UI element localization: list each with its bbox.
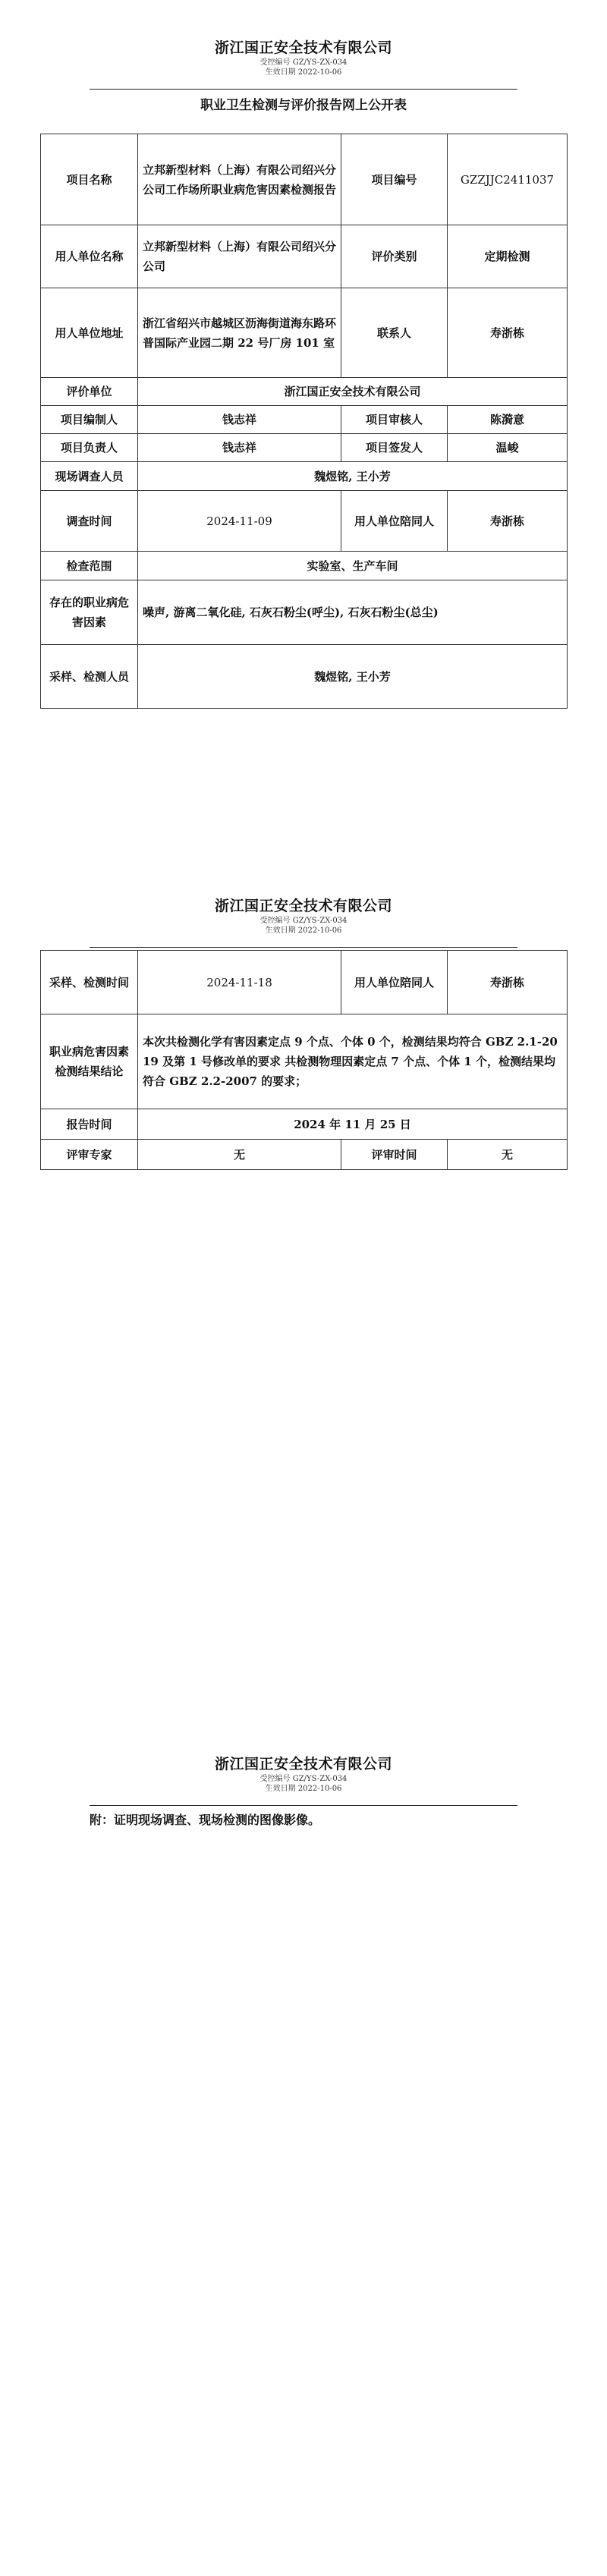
effective-date: 生效日期 2022-10-06 [265, 926, 342, 935]
leader-label: 项目负责人 [41, 434, 138, 462]
table-row [41, 951, 568, 1014]
contact-value: 寿浙栋 [448, 288, 568, 378]
control-number: 受控编号 GZ/YS-ZX-034 [259, 58, 348, 67]
eval-category-label: 评价类别 [341, 225, 448, 288]
table-row [41, 462, 568, 491]
experts-value: 无 [138, 1140, 341, 1170]
signer-label: 项目签发人 [341, 434, 448, 462]
control-number: 受控编号 GZ/YS-ZX-034 [259, 1775, 348, 1783]
table-row [41, 1014, 568, 1109]
table-row [41, 134, 568, 225]
page-header [0, 898, 607, 936]
table-row [41, 288, 568, 378]
header-rule [90, 1805, 517, 1806]
control-number: 受控编号 GZ/YS-ZX-034 [259, 917, 348, 925]
report-time-value: 2024 年 11 月 25 日 [138, 1109, 568, 1140]
samplers-value: 魏煜铭, 王小芳 [138, 645, 568, 709]
accompany-value: 寿浙栋 [448, 491, 568, 552]
project-name-label: 项目名称 [41, 134, 138, 225]
employer-address-label: 用人单位地址 [41, 288, 138, 378]
employer-name-label: 用人单位名称 [41, 225, 138, 288]
page-header [0, 39, 607, 77]
contact-label: 联系人 [341, 288, 448, 378]
page-3 [0, 1716, 607, 2574]
survey-time-label: 调查时间 [41, 491, 138, 552]
report-time-label: 报告时间 [41, 1109, 138, 1140]
table-row [41, 378, 568, 406]
page-header [0, 1756, 607, 1794]
compiler-value: 钱志祥 [138, 406, 341, 434]
table-row [41, 580, 568, 645]
hazards-label: 存在的职业病危害因素 [41, 580, 138, 645]
reviewer-label: 项目审核人 [341, 406, 448, 434]
review-time-value: 无 [448, 1140, 568, 1170]
project-no-label: 项目编号 [341, 134, 448, 225]
project-no-value: GZZJJC2411037 [448, 134, 568, 225]
employer-address-value: 浙江省绍兴市越城区沥海街道海东路环普国际产业园二期 22 号厂房 101 室 [138, 288, 341, 378]
hazards-value: 噪声, 游离二氧化硅, 石灰石粉尘(呼尘), 石灰石粉尘(总尘) [138, 580, 568, 645]
sampling-time-value: 2024-11-18 [138, 951, 341, 1014]
table-row [41, 645, 568, 709]
review-time-label: 评审时间 [341, 1140, 448, 1170]
company-name: 浙江国正安全技术有限公司 [214, 898, 392, 914]
report-title: 职业卫生检测与评价报告网上公开表 [200, 98, 407, 113]
disclosure-table-part2 [40, 950, 568, 1170]
attachment-note: 附：证明现场调查、现场检测的图像影像。 [90, 1813, 321, 1827]
table-row [41, 491, 568, 552]
table-row [41, 1140, 568, 1170]
compiler-label: 项目编制人 [41, 406, 138, 434]
effective-date: 生效日期 2022-10-06 [265, 68, 342, 77]
employer-name-value: 立邦新型材料（上海）有限公司绍兴分公司 [138, 225, 341, 288]
conclusion-label: 职业病危害因素检测结果结论 [41, 1014, 138, 1109]
eval-unit-label: 评价单位 [41, 378, 138, 406]
accompany-label: 用人单位陪同人 [341, 491, 448, 552]
company-name: 浙江国正安全技术有限公司 [214, 39, 392, 56]
conclusion-value: 本次共检测化学有害因素定点 9 个点、个体 0 个，检测结果均符合 GBZ 2.1-2019 及第 1 号修改单的要求 共检测物理因素定点 7 个点、个体 1 个，检测结果均符合 GBZ 2.2-2007 的要求； [138, 1014, 568, 1109]
survey-time-value: 2024-11-09 [138, 491, 341, 552]
disclosure-table-part1 [40, 134, 568, 709]
header-rule [90, 89, 517, 90]
table-row [41, 1109, 568, 1140]
company-name: 浙江国正安全技术有限公司 [214, 1756, 392, 1772]
table-row [41, 225, 568, 288]
header-rule [90, 947, 517, 948]
eval-unit-value: 浙江国正安全技术有限公司 [138, 378, 568, 406]
site-investigators-value: 魏煜铭, 王小芳 [138, 462, 568, 491]
accompany-value: 寿浙栋 [448, 951, 568, 1014]
leader-value: 钱志祥 [138, 434, 341, 462]
page-1 [0, 0, 607, 858]
eval-category-value: 定期检测 [448, 225, 568, 288]
scope-value: 实验室、生产车间 [138, 552, 568, 580]
signer-value: 温峻 [448, 434, 568, 462]
site-investigators-label: 现场调查人员 [41, 462, 138, 491]
samplers-label: 采样、检测人员 [41, 645, 138, 709]
reviewer-value: 陈漪意 [448, 406, 568, 434]
project-name-value: 立邦新型材料（上海）有限公司绍兴分公司工作场所职业病危害因素检测报告 [138, 134, 341, 225]
accompany-label: 用人单位陪同人 [341, 951, 448, 1014]
experts-label: 评审专家 [41, 1140, 138, 1170]
page-2 [0, 858, 607, 1716]
scope-label: 检查范围 [41, 552, 138, 580]
table-row [41, 434, 568, 462]
table-row [41, 406, 568, 434]
table-row [41, 552, 568, 580]
sampling-time-label: 采样、检测时间 [41, 951, 138, 1014]
effective-date: 生效日期 2022-10-06 [265, 1785, 342, 1793]
